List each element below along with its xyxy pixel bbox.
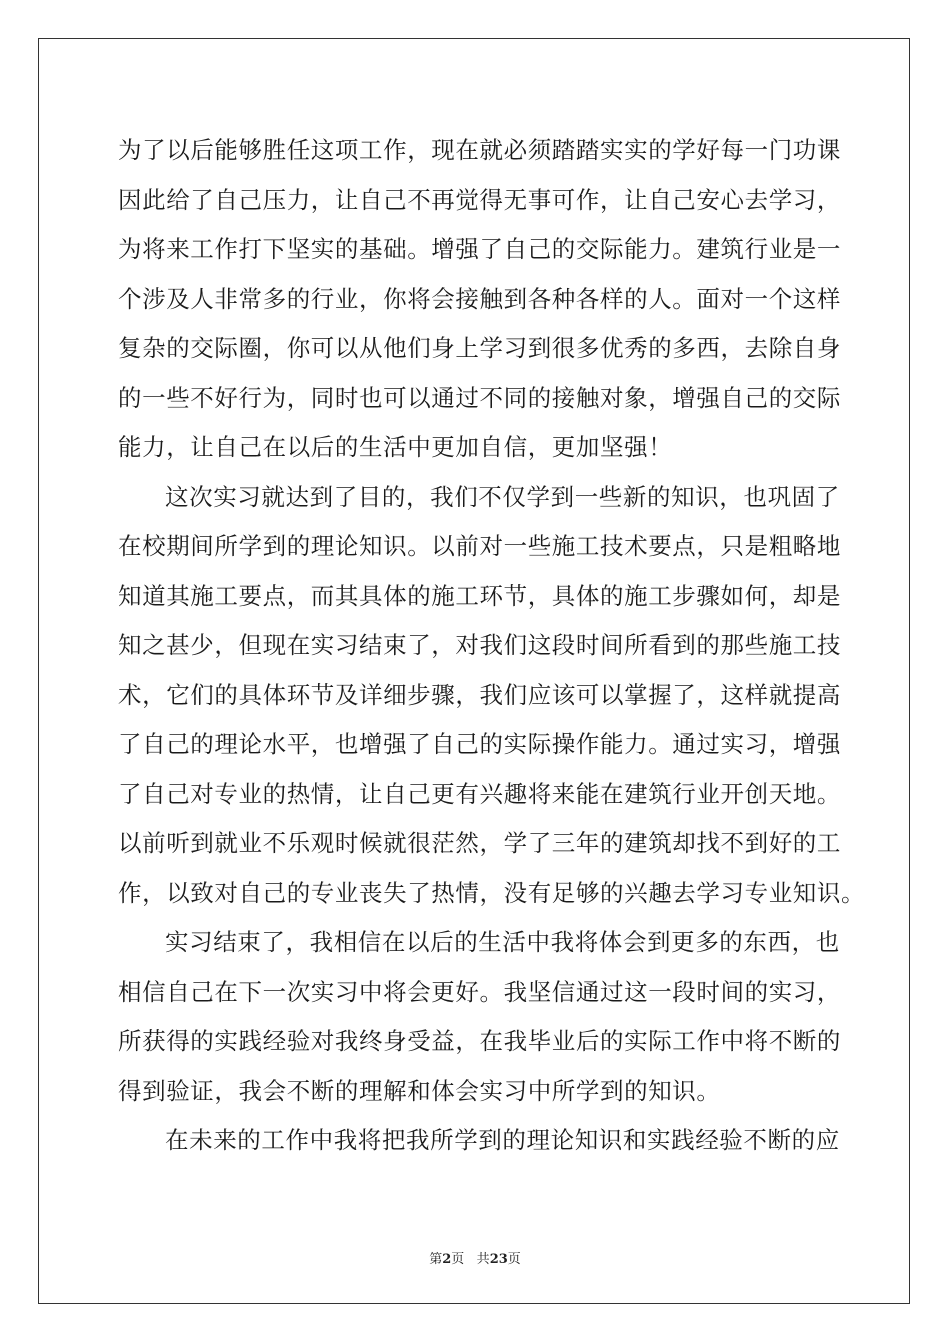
total-prefix: 共 xyxy=(476,1252,490,1267)
page-prefix: 第 xyxy=(429,1252,443,1267)
text-line: 了自己的理论水平，也增强了自己的实际操作能力。通过实习，增强 xyxy=(118,730,841,758)
paragraph-first-line: 实习结束了，我相信在以后的生活中我将体会到更多的东西，也 xyxy=(165,928,840,956)
text-line: 相信自己在下一次实习中将会更好。我坚信通过这一段时间的实习， xyxy=(118,977,841,1006)
text-line: 知之甚少，但现在实习结束了，对我们这段时间所看到的那些施工技 xyxy=(118,631,841,659)
text-line: 为将来工作打下坚实的基础。增强了自己的交际能力。建筑行业是一 xyxy=(118,235,841,263)
text-line: 复杂的交际圈，你可以从他们身上学习到很多优秀的多西，去除自身 xyxy=(118,334,841,362)
text-line: 了自己对专业的热情，让自己更有兴趣将来能在建筑行业开创天地。 xyxy=(118,779,841,808)
page-suffix: 页 xyxy=(451,1252,465,1267)
text-line: 得到验证，我会不断的理解和体会实习中所学到的知识。 xyxy=(118,1076,721,1105)
text-line: 知道其施工要点，而其具体的施工环节，具体的施工步骤如何，却是 xyxy=(118,581,841,610)
document-body xyxy=(118,126,866,1166)
text-line: 为了以后能够胜任这项工作，现在就必须踏踏实实的学好每一门功课 xyxy=(118,136,841,164)
paragraph-first-line: 这次实习就达到了目的，我们不仅学到一些新的知识，也巩固了 xyxy=(165,482,840,511)
total-suffix: 页 xyxy=(507,1252,521,1267)
text-line: 因此给了自己压力，让自己不再觉得无事可作，让自己安心去学习， xyxy=(118,185,841,214)
text-line: 以前听到就业不乐观时候就很茫然，学了三年的建筑却找不到好的工 xyxy=(118,829,841,857)
text-line: 术，它们的具体环节及详细步骤，我们应该可以掌握了，这样就提高 xyxy=(118,680,841,709)
page-footer xyxy=(0,1248,950,1267)
page-number: 2 xyxy=(442,1252,452,1267)
paragraph-first-line: 在未来的工作中我将把我所学到的理论知识和实践经验不断的应 xyxy=(165,1126,840,1154)
text-line: 的一些不好行为，同时也可以通过不同的接触对象，增强自己的交际 xyxy=(118,383,841,412)
text-line: 所获得的实践经验对我终身受益，在我毕业后的实际工作中将不断的 xyxy=(118,1027,841,1055)
text-line: 在校期间所学到的理论知识。以前对一些施工技术要点，只是粗略地 xyxy=(118,532,841,560)
text-line: 能力，让自己在以后的生活中更加自信，更加坚强！ xyxy=(118,433,673,461)
total-pages: 23 xyxy=(489,1252,508,1267)
text-line: 作，以致对自己的专业丧失了热情，没有足够的兴趣去学习专业知识。 xyxy=(118,878,866,907)
text-line: 个涉及人非常多的行业，你将会接触到各种各样的人。面对一个这样 xyxy=(118,284,841,313)
